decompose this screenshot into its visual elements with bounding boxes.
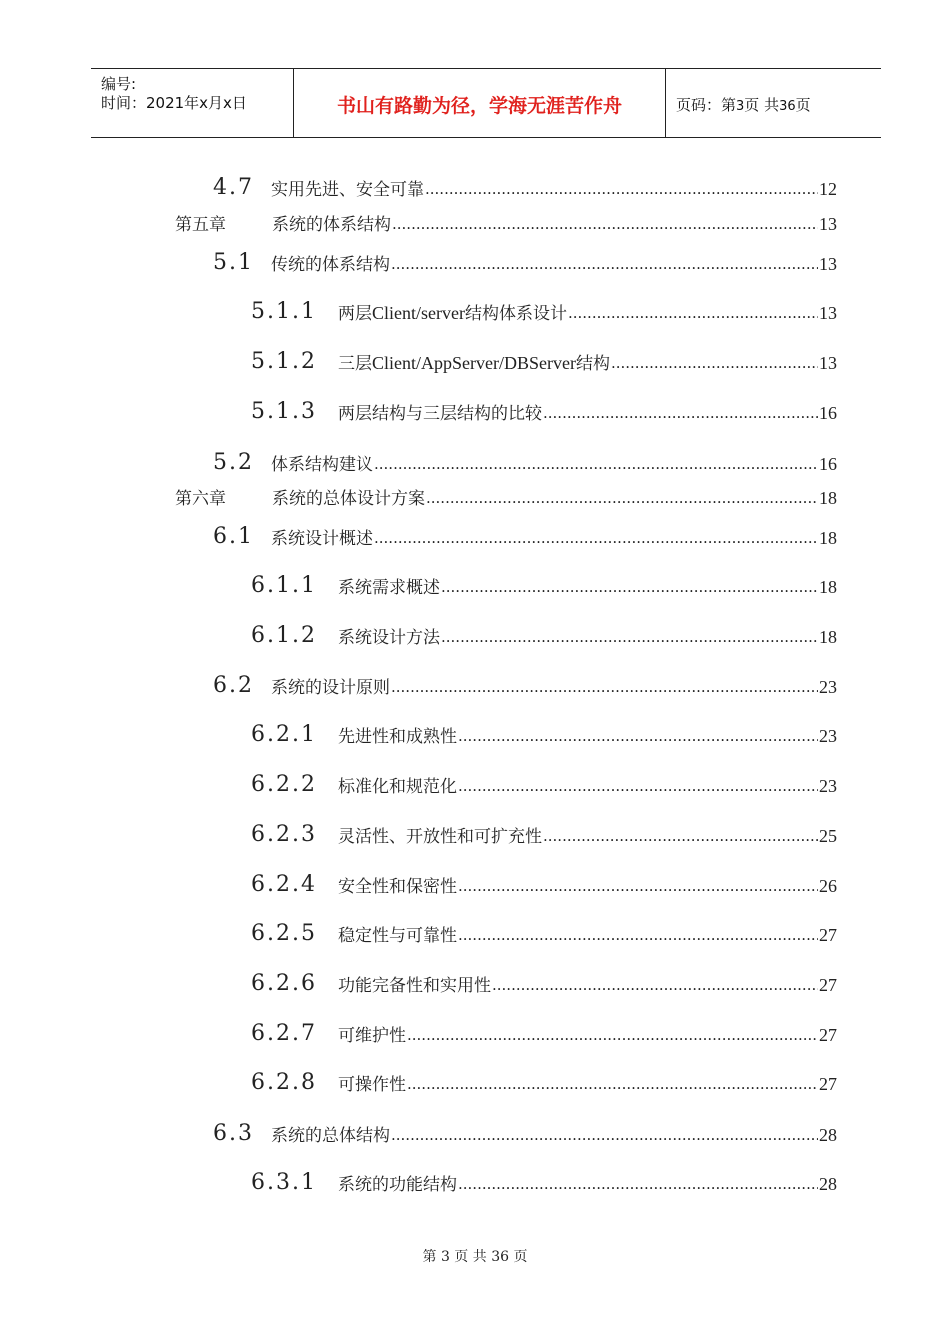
- toc-section-number: 5.1: [213, 250, 254, 275]
- toc-entry[interactable]: [251, 396, 837, 424]
- toc-section-number: 6.2.7: [251, 1021, 317, 1046]
- toc-dot-leader: [391, 1128, 818, 1146]
- toc-section-number: 6.2.5: [251, 921, 317, 946]
- toc-entry-title: 可维护性: [338, 1026, 406, 1046]
- toc-page-number: 27: [819, 925, 837, 945]
- toc-dot-leader: [441, 630, 818, 648]
- toc-section-number: 6.2.1: [251, 722, 317, 747]
- toc-entry[interactable]: [251, 819, 837, 847]
- toc-entry[interactable]: [251, 620, 837, 648]
- toc-page-number: 13: [819, 303, 837, 323]
- toc-section-number: 4.7: [213, 175, 254, 200]
- toc-dot-leader: [568, 306, 818, 324]
- toc-entry-title: 系统设计方法: [338, 628, 440, 648]
- toc-dot-leader: [392, 217, 818, 235]
- toc-dot-leader: [391, 680, 818, 698]
- toc-page-number: 23: [819, 726, 837, 746]
- toc-entry[interactable]: [251, 346, 837, 374]
- toc-dot-leader: [458, 729, 818, 747]
- toc-section-number: 5.1.1: [251, 299, 317, 324]
- toc-entry-title: 系统的设计原则: [271, 678, 390, 698]
- toc-section-number: 6.2.4: [251, 872, 317, 897]
- toc-page-number: 18: [819, 528, 837, 548]
- toc-dot-leader: [441, 580, 818, 598]
- toc-entry-title: 系统的总体设计方案: [272, 489, 425, 509]
- page-prefix: 页码：第: [676, 96, 737, 114]
- toc-entry-title: 两层结构与三层结构的比较: [338, 404, 542, 424]
- toc-entry-title: 三层Client/AppServer/DBServer结构: [338, 353, 610, 374]
- toc-page-number: 18: [819, 627, 837, 647]
- toc-page-number: 27: [819, 975, 837, 995]
- toc-dot-leader: [458, 928, 818, 946]
- toc-entry[interactable]: [213, 247, 837, 275]
- toc-page-number: 26: [819, 876, 837, 896]
- toc-chapter-label: 第六章: [175, 489, 226, 509]
- toc-entry[interactable]: [251, 296, 837, 324]
- toc-section-number: 5.2: [213, 450, 254, 475]
- toc-dot-leader: [425, 182, 818, 200]
- toc-section-number: 6.3: [213, 1121, 254, 1146]
- toc-page-number: 13: [819, 254, 837, 274]
- toc-section-number: 6.3.1: [251, 1170, 317, 1195]
- toc-entry[interactable]: [251, 570, 837, 598]
- toc-entry[interactable]: [251, 968, 837, 996]
- toc-page-number: 13: [819, 214, 837, 234]
- toc-page-number: 16: [819, 403, 837, 423]
- toc-entry-title: 稳定性与可靠性: [338, 926, 457, 946]
- toc-entry[interactable]: [213, 447, 837, 475]
- toc-dot-leader: [391, 257, 818, 275]
- toc-dot-leader: [458, 1177, 818, 1195]
- toc-dot-leader: [458, 879, 818, 897]
- toc-chapter-label: 第五章: [175, 215, 226, 235]
- toc-entry-title: 标准化和规范化: [338, 777, 457, 797]
- toc-entry-title: 先进性和成熟性: [338, 727, 457, 747]
- toc-entry[interactable]: [251, 869, 837, 897]
- toc-section-number: 6.2.3: [251, 822, 317, 847]
- toc-entry-title: 系统的体系结构: [272, 215, 391, 235]
- toc-section-number: 6.1.1: [251, 573, 317, 598]
- toc-entry[interactable]: [213, 521, 837, 549]
- toc-dot-leader: [543, 406, 818, 424]
- toc-entry[interactable]: [175, 207, 837, 235]
- toc-entry[interactable]: [213, 1118, 837, 1146]
- toc-entry-title: 系统需求概述: [338, 578, 440, 598]
- toc-entry-title: 实用先进、安全可靠: [271, 180, 424, 200]
- toc-section-number: 5.1.3: [251, 399, 317, 424]
- toc-section-number: 6.2.6: [251, 971, 317, 996]
- toc-entry[interactable]: [251, 719, 837, 747]
- toc-entry-title: 系统设计概述: [271, 529, 373, 549]
- toc-dot-leader: [458, 779, 818, 797]
- toc-entry[interactable]: [213, 172, 837, 200]
- toc-dot-leader: [611, 356, 818, 374]
- toc-page-number: 23: [819, 677, 837, 697]
- toc-page-number: 28: [819, 1125, 837, 1145]
- toc-page-number: 23: [819, 776, 837, 796]
- toc-entry-title: 两层Client/server结构体系设计: [338, 303, 567, 324]
- toc-entry[interactable]: [251, 918, 837, 946]
- motto-text: 书山有路勤为径，学海无涯苦作舟: [336, 95, 622, 117]
- toc-section-number: 5.1.2: [251, 349, 317, 374]
- toc-page-number: 27: [819, 1025, 837, 1045]
- toc-section-number: 6.1.2: [251, 623, 317, 648]
- toc-entry-title: 系统的功能结构: [338, 1175, 457, 1195]
- toc-entry-title: 功能完备性和实用性: [338, 976, 491, 996]
- toc-section-number: 6.2.2: [251, 772, 317, 797]
- toc-entry[interactable]: [251, 1067, 837, 1095]
- toc-entry-title: 体系结构建议: [271, 455, 373, 475]
- toc-entry[interactable]: [175, 481, 837, 509]
- toc-page-number: 16: [819, 454, 837, 474]
- toc-page-number: 27: [819, 1074, 837, 1094]
- toc-entry-title: 安全性和保密性: [338, 877, 457, 897]
- toc-entry-title: 灵活性、开放性和可扩充性: [338, 827, 542, 847]
- toc-entry-title: 可操作性: [338, 1075, 406, 1095]
- toc-entry[interactable]: [251, 769, 837, 797]
- toc-section-number: 6.2: [213, 673, 254, 698]
- toc-entry[interactable]: [213, 670, 837, 698]
- page-suffix: 页: [795, 96, 811, 114]
- toc-entry[interactable]: [251, 1018, 837, 1046]
- toc-dot-leader: [407, 1077, 818, 1095]
- toc-entry-title: 系统的总体结构: [271, 1126, 390, 1146]
- toc-entry-title: 传统的体系结构: [271, 255, 390, 275]
- toc-page-number: 13: [819, 353, 837, 373]
- toc-page-number: 28: [819, 1174, 837, 1194]
- toc-page-number: 18: [819, 488, 837, 508]
- toc-dot-leader: [426, 491, 818, 509]
- toc-entry[interactable]: [251, 1167, 837, 1195]
- toc-dot-leader: [374, 531, 818, 549]
- toc-section-number: 6.1: [213, 524, 254, 549]
- page-mid: 页 共: [744, 96, 780, 114]
- toc-dot-leader: [407, 1028, 818, 1046]
- toc-page-number: 12: [819, 179, 837, 199]
- toc-dot-leader: [374, 457, 818, 475]
- page-total: 36: [779, 99, 796, 114]
- toc-dot-leader: [492, 978, 818, 996]
- page-footer: 第 3 页 共 36 页: [422, 1249, 528, 1265]
- time-label: 时间：2021年x月x日: [101, 94, 247, 112]
- page-current: 3: [736, 99, 745, 114]
- toc-dot-leader: [543, 829, 818, 847]
- toc-page-number: 18: [819, 577, 837, 597]
- toc-section-number: 6.2.8: [251, 1070, 317, 1095]
- serial-label: 编号:: [101, 75, 137, 93]
- toc-page-number: 25: [819, 826, 837, 846]
